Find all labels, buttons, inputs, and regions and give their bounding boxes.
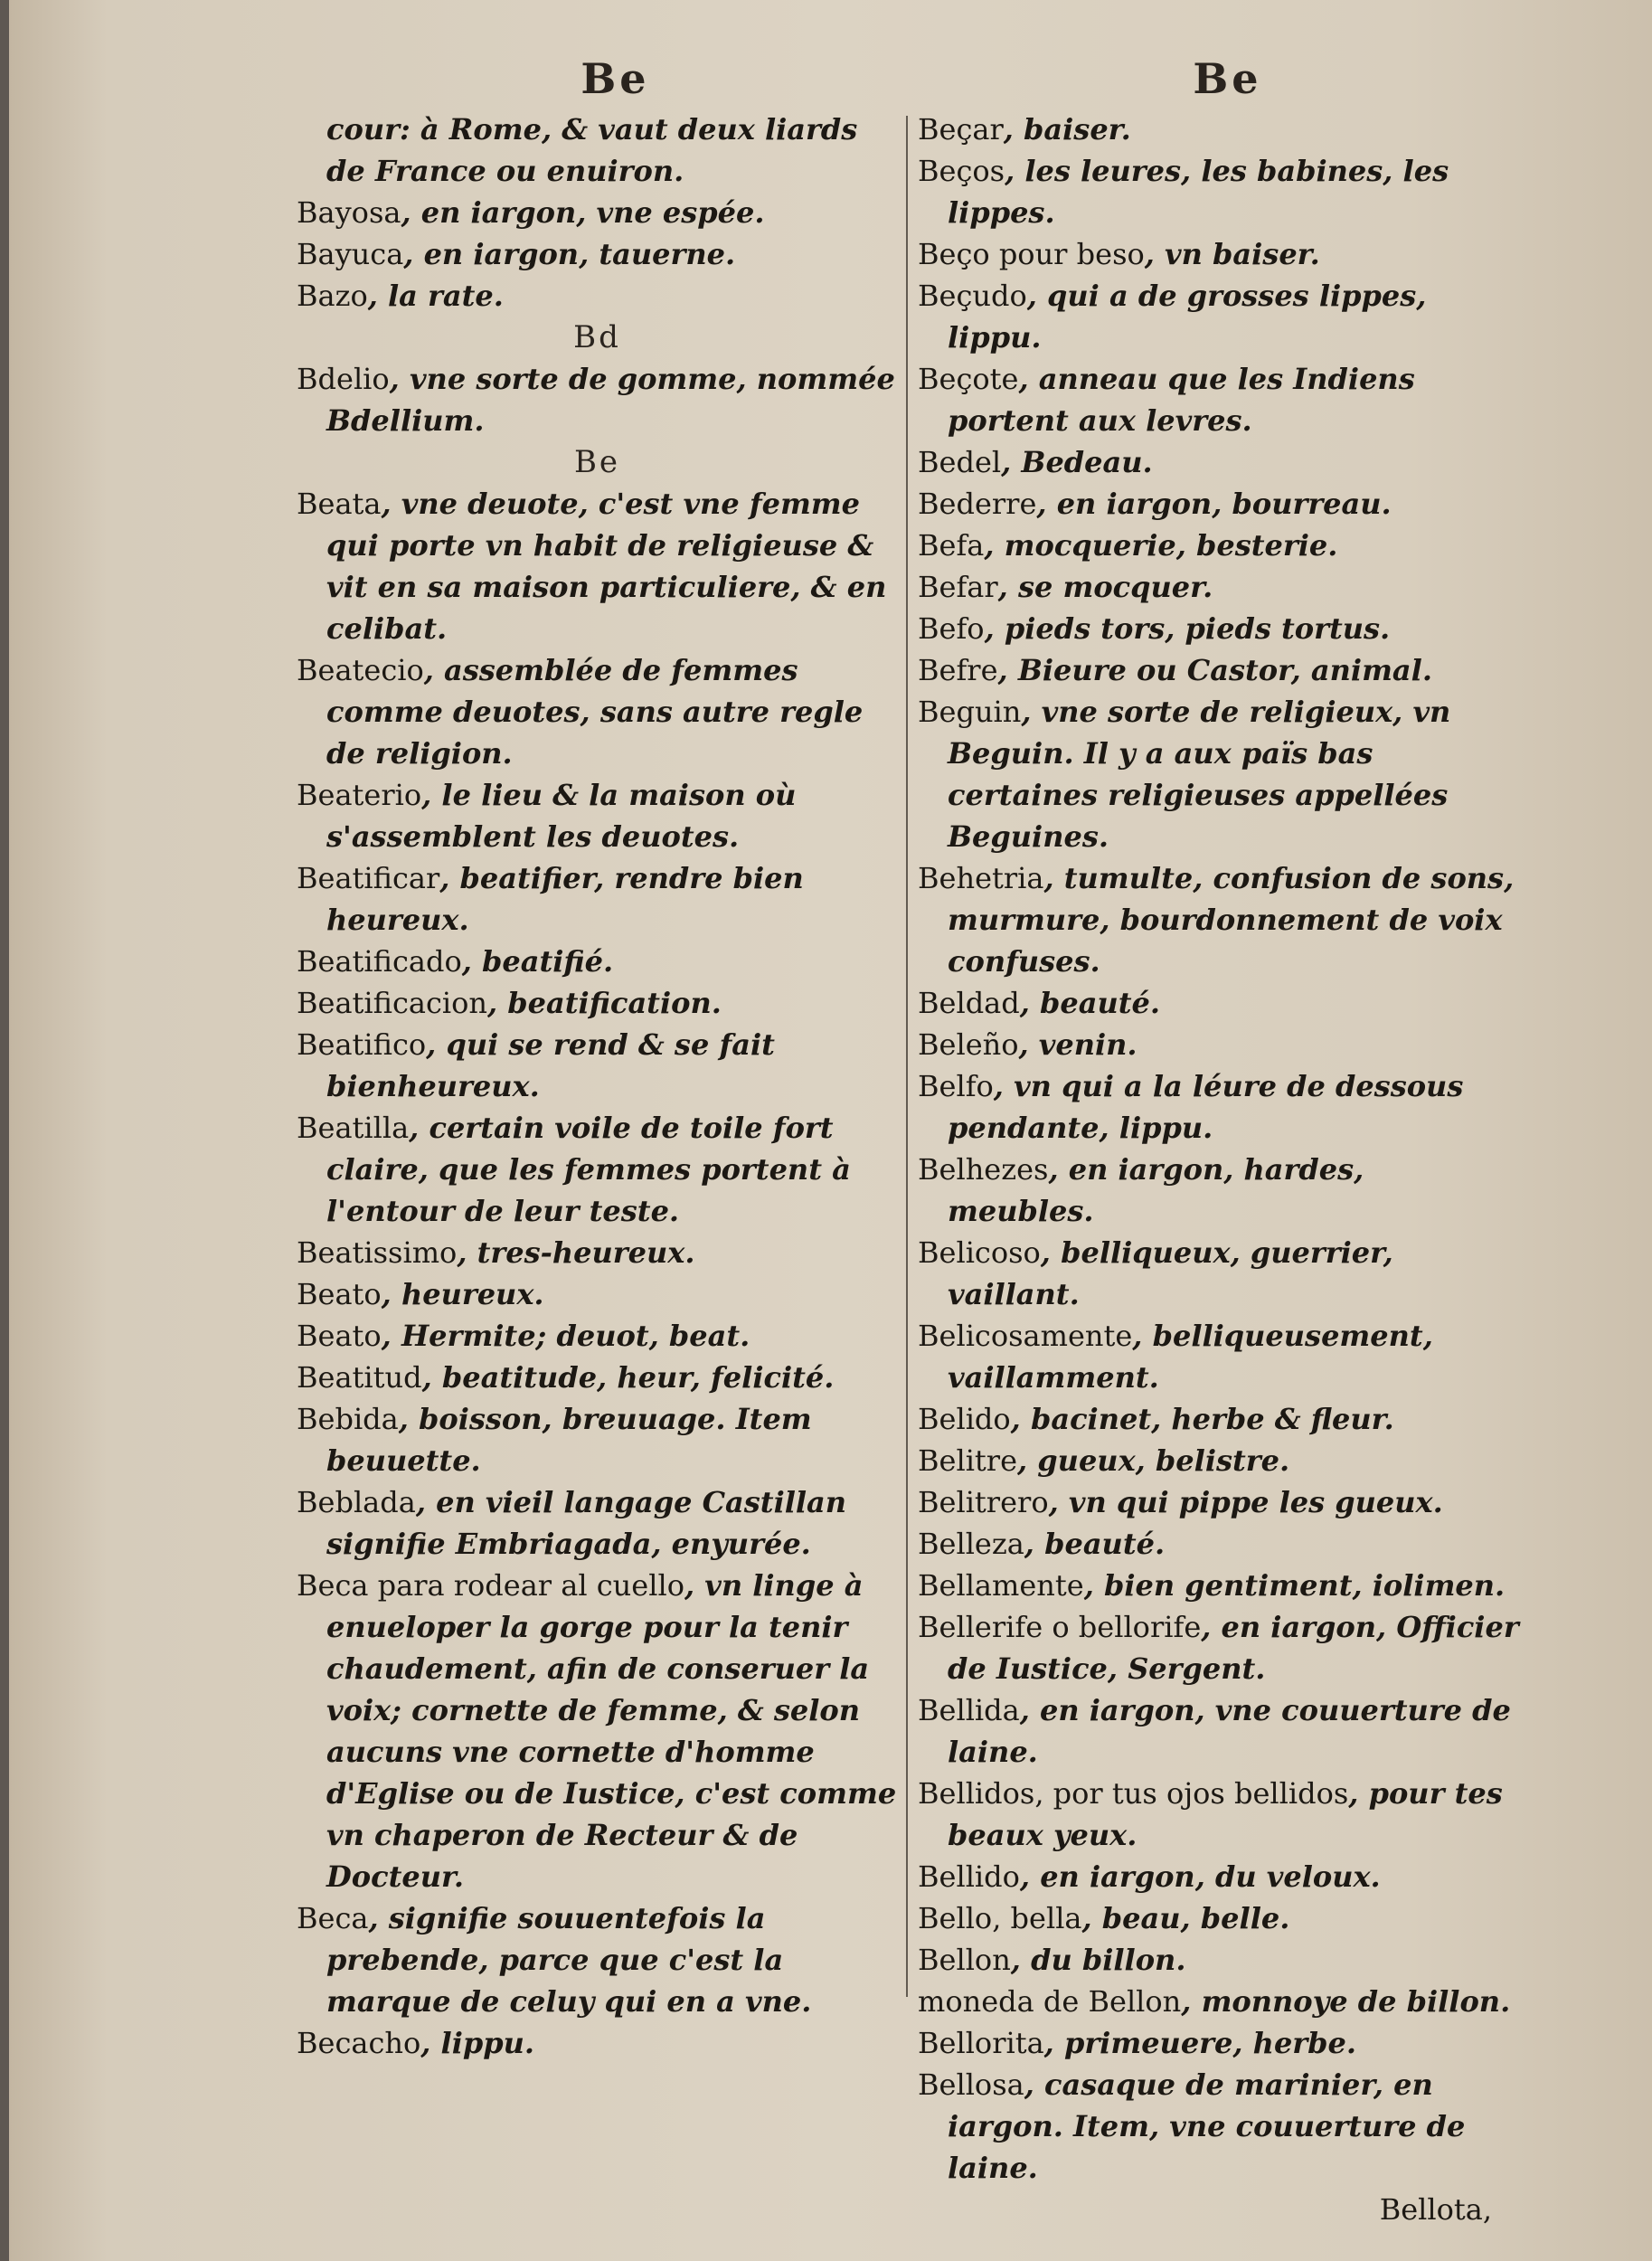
dictionary-entry bbox=[918, 109, 1519, 150]
entry-headword: Beaterio bbox=[297, 778, 422, 812]
entry-headword: Bellosa bbox=[918, 2067, 1024, 2102]
entry-headword: Beatificar bbox=[297, 861, 440, 895]
entry-definition: , du billon. bbox=[1010, 1943, 1186, 1977]
entry-definition: , certain voile de toile fort claire, que les femmes portent à l'entour de leur teste. bbox=[326, 1111, 851, 1228]
dictionary-entry bbox=[297, 1398, 898, 1481]
entry-headword: Beatificacion bbox=[297, 986, 487, 1020]
entry-definition: , en vieil langage Castillan signifie Embriagada, enyurée. bbox=[326, 1485, 847, 1561]
left-running-head: Be bbox=[581, 54, 650, 103]
entry-headword: Belicosamente bbox=[918, 1319, 1133, 1353]
left-column bbox=[297, 50, 898, 2064]
entry-definition: , tumulte, confusion de sons, murmure, bourdonnement de voix confuses. bbox=[948, 861, 1515, 979]
entry-definition: , beatifier, rendre bien heureux. bbox=[326, 861, 804, 937]
dictionary-entry bbox=[918, 1398, 1519, 1440]
entry-headword: Belhezes bbox=[918, 1152, 1049, 1187]
entry-headword: Beatifico bbox=[297, 1027, 427, 1062]
entry-definition: , le lieu & la maison où s'assemblent les deuotes. bbox=[326, 778, 797, 854]
dictionary-entry bbox=[918, 275, 1519, 358]
entry-headword: Belleza bbox=[918, 1527, 1024, 1561]
dictionary-entry bbox=[297, 1024, 898, 1107]
entry-headword: Beca bbox=[297, 1901, 369, 1935]
dictionary-entry bbox=[918, 358, 1519, 441]
entry-headword: Befar bbox=[918, 570, 998, 604]
section-heading-be: Be bbox=[573, 444, 621, 480]
entry-headword: Beçudo bbox=[918, 279, 1027, 313]
entry-definition: , Bieure ou Castor, animal. bbox=[997, 653, 1432, 687]
entry-definition: , les leures, les babines, les lippes. bbox=[948, 154, 1449, 230]
dictionary-entry bbox=[297, 1897, 898, 2022]
entry-definition: , assemblée de femmes comme deuotes, sans autre regle de religion. bbox=[326, 653, 864, 771]
column-divider bbox=[906, 116, 908, 1997]
entry-headword: Bayuca bbox=[297, 237, 404, 271]
entry-headword: Bazo bbox=[297, 279, 368, 313]
dictionary-entry bbox=[297, 649, 898, 774]
dictionary-entry bbox=[918, 608, 1519, 649]
entry-definition: , primeuere, herbe. bbox=[1043, 2026, 1357, 2060]
entry-headword: moneda de Bellon bbox=[918, 1984, 1182, 2019]
continuation-line-2: de France ou enuiron. bbox=[326, 154, 684, 188]
entry-definition: , Bedeau. bbox=[1001, 445, 1153, 479]
dictionary-entry bbox=[297, 1565, 898, 1897]
entry-headword: Belitre bbox=[918, 1443, 1018, 1478]
entry-definition: , tres-heureux. bbox=[457, 1235, 695, 1270]
entry-definition: , boisson, breuuage. Item beuuette. bbox=[326, 1402, 812, 1478]
entry-headword: Bellon bbox=[918, 1943, 1011, 1977]
entry-definition: , vn qui a la léure de dessous pendante, lippu. bbox=[948, 1069, 1464, 1145]
entry-headword: Beatissimo bbox=[297, 1235, 458, 1270]
entry-definition: , la rate. bbox=[367, 279, 504, 313]
dictionary-entry bbox=[918, 1981, 1519, 2022]
dictionary-entry bbox=[918, 150, 1519, 233]
entry-group-ba bbox=[297, 192, 898, 317]
dictionary-entry bbox=[918, 1773, 1519, 1856]
dictionary-entry bbox=[918, 1856, 1519, 1897]
catchword: Bellota, bbox=[1379, 2192, 1492, 2227]
entry-definition: , vn linge à enueloper la gorge pour la tenir chaudement, afin de conseruer la voix; cornette de femme, & selon aucuns vne cornette d'homme d'Eglise ou de Iustice, c'est comme vn chaperon de Recteur & de Docteur. bbox=[326, 1568, 897, 1894]
entry-definition: , en iargon, hardes, meubles. bbox=[948, 1152, 1364, 1228]
dictionary-entry bbox=[918, 1481, 1519, 1523]
entry-headword: Beato bbox=[297, 1319, 382, 1353]
entry-headword: Bellida bbox=[918, 1693, 1020, 1727]
entry-definition: , se mocquer. bbox=[997, 570, 1213, 604]
entry-definition: , vn qui pippe les gueux. bbox=[1048, 1485, 1443, 1519]
entry-headword: Beleño bbox=[918, 1027, 1019, 1062]
entry-definition: , bacinet, herbe & fleur. bbox=[1010, 1402, 1394, 1436]
entry-definition: , qui a de grosses lippes, lippu. bbox=[948, 279, 1427, 355]
entry-definition: , belliqueusement, vaillamment. bbox=[948, 1319, 1433, 1395]
dictionary-entry bbox=[918, 1689, 1519, 1773]
dictionary-entry bbox=[297, 233, 898, 275]
entry-definition: , en iargon, du veloux. bbox=[1019, 1859, 1381, 1894]
dictionary-entry bbox=[297, 982, 898, 1024]
dictionary-entry bbox=[918, 2064, 1519, 2189]
entry-definition: , casaque de marinier, en iargon. Item, vne couuerture de laine. bbox=[948, 2067, 1466, 2185]
entry-definition: , Hermite; deuot, beat. bbox=[381, 1319, 750, 1353]
entry-definition: , en iargon, bourreau. bbox=[1036, 487, 1392, 521]
entry-headword: Bellorita bbox=[918, 2026, 1044, 2060]
dictionary-entry bbox=[918, 649, 1519, 691]
entry-headword: Beatilla bbox=[297, 1111, 410, 1145]
dictionary-entry bbox=[918, 1065, 1519, 1149]
entry-definition: , lippu. bbox=[420, 2026, 534, 2060]
entry-headword: Beço pour beso bbox=[918, 237, 1145, 271]
entry-definition: , vn baiser. bbox=[1144, 237, 1320, 271]
dictionary-entry bbox=[297, 1273, 898, 1315]
entry-definition: , beau, belle. bbox=[1081, 1901, 1290, 1935]
entry-definition: , baiser. bbox=[1003, 112, 1131, 147]
dictionary-entry bbox=[297, 774, 898, 857]
entry-definition: , en iargon, vne espée. bbox=[401, 195, 765, 230]
entry-definition: , beatification. bbox=[487, 986, 722, 1020]
dictionary-entry bbox=[918, 1523, 1519, 1565]
entry-headword: Bedel bbox=[918, 445, 1002, 479]
dictionary-entry bbox=[297, 192, 898, 233]
continuation-line-1: cour: à Rome, & vaut deux liards bbox=[326, 112, 858, 147]
dictionary-entry bbox=[918, 982, 1519, 1024]
dictionary-entry bbox=[918, 1939, 1519, 1981]
entry-definition: , beatitude, heur, felicité. bbox=[421, 1360, 835, 1395]
dictionary-entry bbox=[918, 483, 1519, 525]
dictionary-page bbox=[9, 0, 1652, 2261]
entry-definition: , signifie souuentefois la prebende, parce que c'est la marque de celuy qui en a vne. bbox=[326, 1901, 812, 2019]
entry-definition: , bien gentiment, iolimen. bbox=[1083, 1568, 1506, 1603]
dictionary-entry bbox=[918, 1315, 1519, 1398]
dictionary-entry bbox=[297, 275, 898, 317]
entry-definition: , gueux, belistre. bbox=[1017, 1443, 1290, 1478]
entry-headword: Bellidos, por tus ojos bellidos bbox=[918, 1776, 1349, 1811]
entry-headword: Beçar bbox=[918, 112, 1004, 147]
entry-definition: , en iargon, tauerne. bbox=[403, 237, 736, 271]
entry-headword: Becacho bbox=[297, 2026, 421, 2060]
entry-definition: , beauté. bbox=[1019, 986, 1161, 1020]
entry-headword: Bello, bella bbox=[918, 1901, 1082, 1935]
dictionary-entry bbox=[918, 525, 1519, 566]
dictionary-entry bbox=[297, 1107, 898, 1232]
entry-definition: , vne deuote, c'est vne femme qui porte vn habit de religieuse & vit en sa maison particuliere, & en celibat. bbox=[326, 487, 887, 646]
entry-definition: , pieds tors, pieds tortus. bbox=[984, 611, 1391, 646]
entry-headword: Befo bbox=[918, 611, 985, 646]
entry-group-be bbox=[297, 483, 898, 2064]
entry-definition: , beauté. bbox=[1024, 1527, 1166, 1561]
entry-headword: Belido bbox=[918, 1402, 1011, 1436]
section-heading-bd: Bd bbox=[573, 319, 621, 355]
entry-headword: Bellerife o bellorife bbox=[918, 1610, 1202, 1644]
dictionary-entry bbox=[918, 1440, 1519, 1481]
entry-headword: Beatecio bbox=[297, 653, 424, 687]
entry-definition: , vne sorte de religieux, vn Beguin. Il y a aux païs bas certaines religieuses appellées Beguines. bbox=[948, 695, 1451, 854]
dictionary-entry bbox=[918, 2022, 1519, 2064]
dictionary-entry bbox=[297, 1315, 898, 1357]
entry-headword: Bayosa bbox=[297, 195, 401, 230]
entry-headword: Beblada bbox=[297, 1485, 416, 1519]
dictionary-entry bbox=[297, 941, 898, 982]
dictionary-entry bbox=[297, 1481, 898, 1565]
entry-headword: Beldad bbox=[918, 986, 1020, 1020]
entry-headword: Belfo bbox=[918, 1069, 994, 1103]
dictionary-entry bbox=[918, 857, 1519, 982]
dictionary-entry bbox=[297, 483, 898, 649]
dictionary-entry bbox=[918, 566, 1519, 608]
entry-headword: Bellamente bbox=[918, 1568, 1084, 1603]
entry-definition: , en iargon, vne couuerture de laine. bbox=[948, 1693, 1511, 1769]
entry-definition: , pour tes beaux yeux. bbox=[948, 1776, 1503, 1852]
entry-definition: , qui se rend & se fait bienheureux. bbox=[326, 1027, 775, 1103]
entry-definition: , anneau que les Indiens portent aux levres. bbox=[948, 362, 1415, 438]
dictionary-entry bbox=[918, 1565, 1519, 1606]
dictionary-entry bbox=[297, 2022, 898, 2064]
dictionary-entry bbox=[918, 1024, 1519, 1065]
entry-headword: Beca para rodear al cuello bbox=[297, 1568, 684, 1603]
dictionary-entry bbox=[297, 1357, 898, 1398]
dictionary-entry bbox=[918, 1606, 1519, 1689]
entry-headword: Beatificado bbox=[297, 944, 462, 979]
entry-headword: Beços bbox=[918, 154, 1005, 188]
entry-headword: Beata bbox=[297, 487, 382, 521]
entry-headword: Belitrero bbox=[918, 1485, 1049, 1519]
dictionary-entry bbox=[297, 358, 898, 441]
entry-headword: Behetria bbox=[918, 861, 1044, 895]
entry-headword: Beçote bbox=[918, 362, 1019, 396]
right-column bbox=[918, 50, 1519, 2230]
entry-definition: , monnoye de billon. bbox=[1181, 1984, 1511, 2019]
entry-headword: Bdelio bbox=[297, 362, 390, 396]
entry-headword: Beguin bbox=[918, 695, 1022, 729]
entry-group-right bbox=[918, 109, 1519, 2189]
entry-headword: Bellido bbox=[918, 1859, 1020, 1894]
entry-headword: Bebida bbox=[297, 1402, 399, 1436]
entry-headword: Bederre bbox=[918, 487, 1037, 521]
entry-headword: Befa bbox=[918, 528, 985, 563]
entry-definition: , belliqueux, guerrier, vaillant. bbox=[948, 1235, 1393, 1311]
dictionary-entry bbox=[918, 1897, 1519, 1939]
dictionary-entry bbox=[918, 691, 1519, 857]
dictionary-entry bbox=[918, 441, 1519, 483]
entry-group-bd bbox=[297, 358, 898, 441]
entry-headword: Beatitud bbox=[297, 1360, 422, 1395]
right-running-head: Be bbox=[1193, 54, 1262, 103]
dictionary-entry bbox=[918, 233, 1519, 275]
entry-headword: Belicoso bbox=[918, 1235, 1041, 1270]
entry-definition: , en iargon, Officier de Iustice, Sergent. bbox=[948, 1610, 1519, 1686]
entry-headword: Befre bbox=[918, 653, 998, 687]
entry-definition: , venin. bbox=[1018, 1027, 1138, 1062]
dictionary-entry bbox=[297, 857, 898, 941]
dictionary-entry bbox=[918, 1232, 1519, 1315]
entry-definition: , beatifié. bbox=[461, 944, 614, 979]
entry-headword: Beato bbox=[297, 1277, 382, 1311]
entry-definition: , heureux. bbox=[381, 1277, 544, 1311]
entry-definition: , mocquerie, besterie. bbox=[984, 528, 1338, 563]
dictionary-entry bbox=[297, 1232, 898, 1273]
dictionary-entry bbox=[918, 1149, 1519, 1232]
entry-definition: , vne sorte de gomme, nommée Bdellium. bbox=[326, 362, 895, 438]
